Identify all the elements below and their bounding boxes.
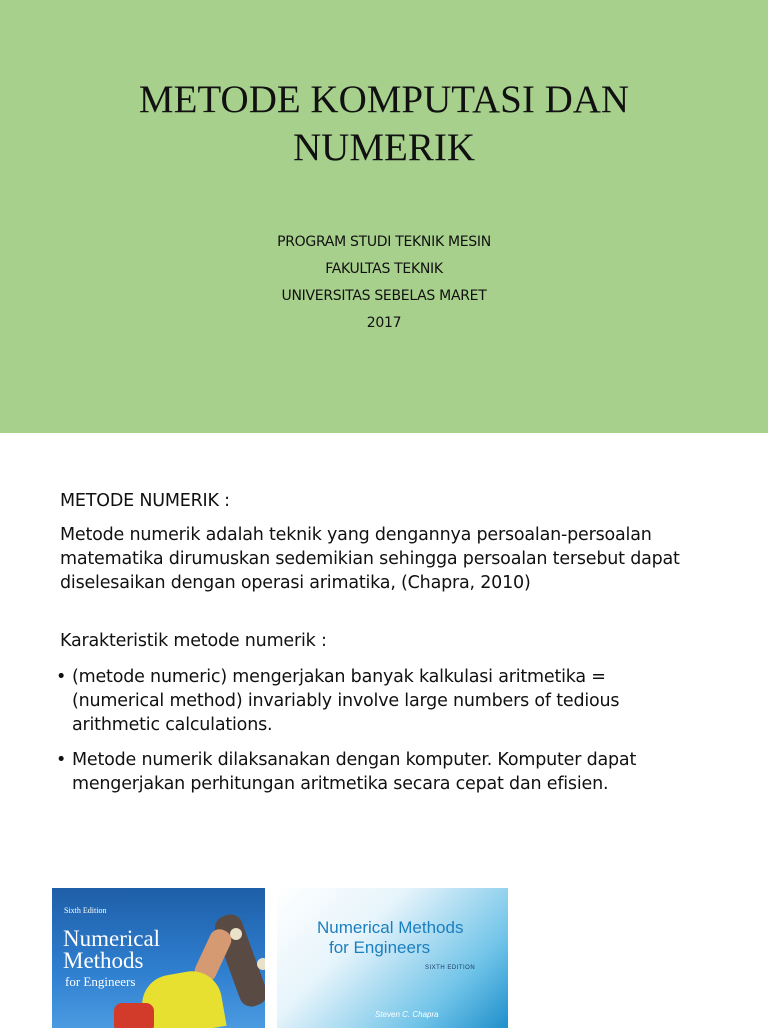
content-slide xyxy=(0,433,768,1024)
book-cover-chapra xyxy=(277,888,508,1028)
section-heading: METODE NUMERIK : xyxy=(60,491,230,511)
title-line-2: NUMERIK xyxy=(293,126,475,169)
bullet-line: (metode numeric) mengerjakan banyak kalkulasi aritmetika = xyxy=(72,667,606,687)
slide-title xyxy=(40,76,728,172)
book-edition: Sixth Edition xyxy=(64,906,107,915)
bullet-line: mengerjakan perhitungan aritmetika secara cepat dan efisien. xyxy=(72,774,609,794)
book-title xyxy=(317,918,463,958)
bullet-list xyxy=(56,665,728,807)
definition-paragraph xyxy=(60,523,728,595)
definition-line: diselesaikan dengan operasi arimatika, (Chapra, 2010) xyxy=(60,573,531,593)
skater-shorts-illustration xyxy=(114,1003,154,1028)
definition-line: matematika dirumuskan sedemikian sehingga persoalan tersebut dapat xyxy=(60,549,680,569)
book-title-line: Numerical Methods xyxy=(317,918,464,937)
skateboard-wheel xyxy=(230,928,242,940)
bullet-line: arithmetic calculations. xyxy=(72,715,273,735)
karakteristik-heading: Karakteristik metode numerik : xyxy=(60,631,327,651)
book-title-line: for Engineers xyxy=(329,938,431,957)
bullet-icon: • xyxy=(56,750,67,770)
title-line-1: METODE KOMPUTASI DAN xyxy=(138,78,630,121)
book-author: Steven C. Chapra xyxy=(375,1010,439,1019)
book-cover-sixth-edition xyxy=(52,888,265,1028)
book-edition: SIXTH EDITION xyxy=(425,965,476,971)
bullet-line: Metode numerik dilaksanakan dengan komputer. Komputer dapat xyxy=(72,750,637,770)
skateboard-wheel xyxy=(257,958,265,970)
subtitle-program: PROGRAM STUDI TEKNIK MESIN xyxy=(277,234,491,250)
book-title xyxy=(63,928,160,972)
subtitle-university: UNIVERSITAS SEBELAS MARET xyxy=(281,288,487,304)
subtitle-year: 2017 xyxy=(366,315,402,331)
book-subtitle: for Engineers xyxy=(65,974,136,989)
definition-line: Metode numerik adalah teknik yang dengannya persoalan-persoalan xyxy=(60,525,652,545)
subtitle-faculty: FAKULTAS TEKNIK xyxy=(325,261,443,277)
book-title-line: Numerical xyxy=(63,926,161,951)
slide-subtitle xyxy=(0,229,768,337)
bullet-item xyxy=(56,748,728,796)
bullet-icon: • xyxy=(56,667,67,687)
title-slide xyxy=(0,0,768,433)
book-title-line: Methods xyxy=(63,948,144,973)
bullet-item xyxy=(56,665,728,737)
bullet-line: (numerical method) invariably involve large numbers of tedious xyxy=(72,691,620,711)
